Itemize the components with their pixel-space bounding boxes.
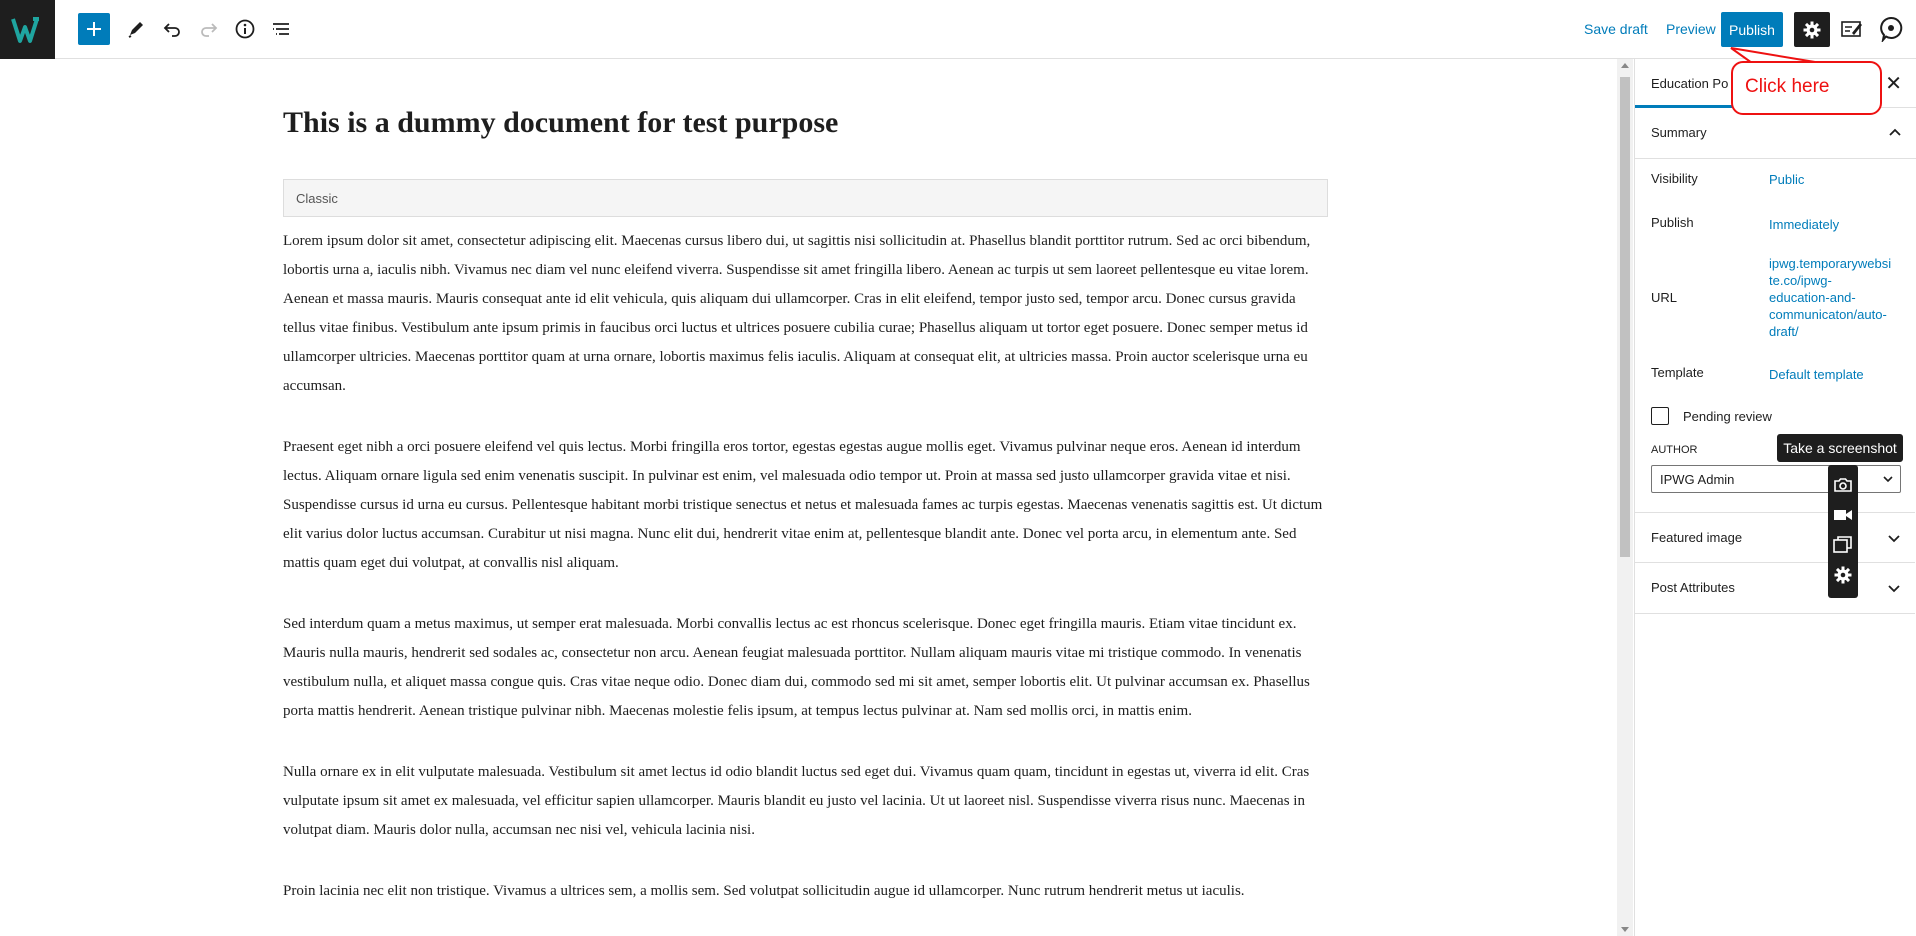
help-chat-button[interactable] [1875, 13, 1907, 45]
post-attributes-title: Post Attributes [1651, 580, 1735, 595]
video-camera-icon[interactable] [1833, 505, 1853, 525]
tools-button[interactable] [120, 13, 152, 45]
wordpress-w-icon [11, 15, 45, 45]
add-block-button[interactable] [78, 13, 110, 45]
author-label: AUTHOR [1651, 444, 1698, 456]
settings-button[interactable] [1794, 12, 1830, 47]
close-icon[interactable]: ✕ [1885, 73, 1902, 95]
author-selected-value: IPWG Admin [1660, 472, 1735, 487]
editor-scrollbar[interactable] [1617, 59, 1633, 936]
url-label: URL [1651, 290, 1678, 305]
click-here-callout: Click here [1731, 61, 1882, 115]
undo-button[interactable] [156, 13, 188, 45]
content-paragraph[interactable]: Praesent eget nibh a orci posuere eleifend vel quis lectus. Morbi fringilla eros tortor, egestas egestas augue mollis eget. Vivamus pulvinar neque eros. Aenean id interdum lectus. Aliquam ornare ligula sed enim venenatis suscipit. In pulvinar est enim, vel malesuada odio tempor ut. Proin at massa sed justo ullamcorper gravida vitae et nisi. Suspendisse cursus id urna eu cursus. Pellentesque habitant morbi tristique senectus et netus et malesuada fames ac turpis egestas. Maecenas venenatis sagittis est. Ut dictum elit varius dolor luctus accumsan. Curabitur ut nisi magna. Nunc elit dui, hendrerit vitae enim at, pellentesque blandit ante. Donec vel porta arcu, in elementum ante. Sed mattis quam eget dui volutpat, at convallis nisl aliquam. [283, 439, 1323, 571]
scroll-up-arrow-icon[interactable] [1621, 63, 1629, 68]
post-content[interactable] [283, 227, 1328, 936]
undo-icon [162, 19, 182, 39]
summary-panel-toggle[interactable] [1635, 108, 1916, 159]
settings-sidebar [1634, 59, 1916, 936]
screenshot-tooltip: Take a screenshot [1777, 434, 1903, 462]
publish-label: Publish [1651, 215, 1694, 230]
featured-image-panel-toggle[interactable] [1635, 512, 1915, 563]
scroll-down-arrow-icon[interactable] [1621, 927, 1629, 932]
scrollbar-thumb[interactable] [1620, 77, 1630, 557]
copy-screens-icon[interactable] [1833, 535, 1853, 555]
content-paragraph[interactable]: Nulla ornare ex in elit vulputate malesuada. Vestibulum sit amet lectus id odio blandit luctus sed eget dui. Vivamus quam quam, tincidunt in egestas ut, viverra id elit. Cras vulputate ipsum sit amet ex malesuada, vel efficitur sapien ullamcorper. Mauris blandit eu justo vel lacinia. Ut ut laoreet nisl. Suspendisse viverra risus nunc. Maecenas in volutpat diam. Mauris dolor nulla, accumsan nec nisi vel, vehicula lacinia nisi. [283, 764, 1310, 838]
url-line: te.co/ipwg- [1769, 273, 1832, 288]
site-logo[interactable] [0, 0, 55, 59]
content-paragraph[interactable]: Proin lacinia nec elit non tristique. Vivamus a ultrices sem, a mollis sem. Sed volutpat sollicitudin augue id ullamcorper. Nunc rutrum hendrerit metus ut iaculis. [283, 883, 1245, 899]
pencil-icon [126, 19, 146, 39]
url-line: draft/ [1769, 324, 1799, 339]
info-icon [234, 18, 256, 40]
post-title[interactable]: This is a dummy document for test purpose [283, 106, 839, 139]
editor-switch-button[interactable] [1836, 13, 1868, 45]
capture-toolbar [1828, 465, 1858, 598]
save-draft-button[interactable]: Save draft [1584, 21, 1648, 37]
url-line: communicaton/auto- [1769, 307, 1887, 322]
chevron-up-icon [1888, 126, 1902, 140]
chevron-down-icon [1882, 473, 1894, 485]
edit-document-icon [1840, 19, 1864, 39]
template-label: Template [1651, 365, 1704, 380]
camera-icon[interactable] [1833, 475, 1853, 495]
url-line: education-and- [1769, 290, 1856, 305]
pending-review-label[interactable]: Pending review [1683, 409, 1772, 424]
template-value[interactable]: Default template [1769, 367, 1864, 382]
list-view-icon [270, 18, 292, 40]
editor-canvas [0, 59, 1617, 936]
redo-icon [199, 19, 219, 39]
featured-image-title: Featured image [1651, 530, 1743, 545]
gear-icon [1802, 20, 1822, 40]
post-attributes-panel-toggle[interactable] [1635, 562, 1915, 614]
content-paragraph[interactable]: Sed interdum quam a metus maximus, ut semper erat malesuada. Morbi convallis lectus ac est rhoncus scelerisque. Donec eget fringilla mauris. Etiam vitae tincidunt ex. Mauris nulla mauris, hendrerit sed sodales ac, consectetur non arcu. Aenean feugiat malesuada porttitor. Nullam aliquam mauris vitae mi tristique commodo. In venenatis vestibulum nulla, et aliquet massa congue quis. Cras vitae neque odio. Donec diam dui, commodo sed mi sit amet, semper lobortis elit. Ut pulvinar accumsan ex. Phasellus porta mattis hendrerit. Aenean tristique pulvinar nibh. Maecenas molestie felis ipsum, at tempus lectus pulvinar at. Nam sed mollis orci, in mattis enim. [283, 616, 1310, 719]
summary-title: Summary [1651, 125, 1707, 140]
redo-button[interactable] [193, 13, 225, 45]
preview-button[interactable]: Preview [1666, 21, 1716, 37]
editor-top-bar [0, 0, 1916, 59]
gear-icon[interactable] [1833, 565, 1853, 585]
url-line: ipwg.temporarywebsi [1769, 256, 1892, 271]
pending-review-checkbox[interactable] [1651, 407, 1669, 425]
chat-bubble-icon [1879, 16, 1903, 42]
plus-icon [85, 20, 103, 38]
content-paragraph[interactable]: Lorem ipsum dolor sit amet, consectetur adipiscing elit. Maecenas cursus libero dui, ut sagittis nisi sollicitudin at. Phasellus blandit porttitor rutrum. Sed ac orci bibendum, lobortis urna a, iaculis nibh. Vivamus nec diam vel nunc eleifend viverra. Suspendisse sit amet fringilla libero. Aenean ac turpis ut sem laoreet pellentesque eu vitae lorem. Aenean et massa mauris. Mauris consequat ante id elit vehicula, quis aliquam dui ullamcorper. Cras in elit eleifend, tempor justo sed, tempor arcu. Donec cursus gravida tellus vitae finibus. Vestibulum ante ipsum primis in faucibus orci luctus et ultrices posuere cubilia curae; Phasellus aliquam ut tortor eget posuere. Donec semper metus id ullamcorper ultricies. Maecenas porttitor quam at urna ornare, lobortis maximus felis iaculis. Aliquam at consequat elit, at ultricies massa. Proin auctor scelerisque urna eu accumsan. [283, 233, 1311, 394]
author-select[interactable] [1651, 465, 1901, 493]
chevron-down-icon [1887, 531, 1901, 545]
visibility-label: Visibility [1651, 171, 1698, 186]
classic-block-toolbar[interactable]: Classic [283, 179, 1328, 217]
visibility-value[interactable]: Public [1769, 172, 1805, 187]
tab-post[interactable]: Education Po [1651, 76, 1729, 91]
publish-button[interactable]: Publish [1721, 12, 1783, 47]
publish-date-value[interactable]: Immediately [1769, 217, 1840, 232]
details-button[interactable] [229, 13, 261, 45]
chevron-down-icon [1887, 581, 1901, 595]
list-view-button[interactable] [265, 13, 297, 45]
url-value[interactable] [1769, 255, 1891, 340]
